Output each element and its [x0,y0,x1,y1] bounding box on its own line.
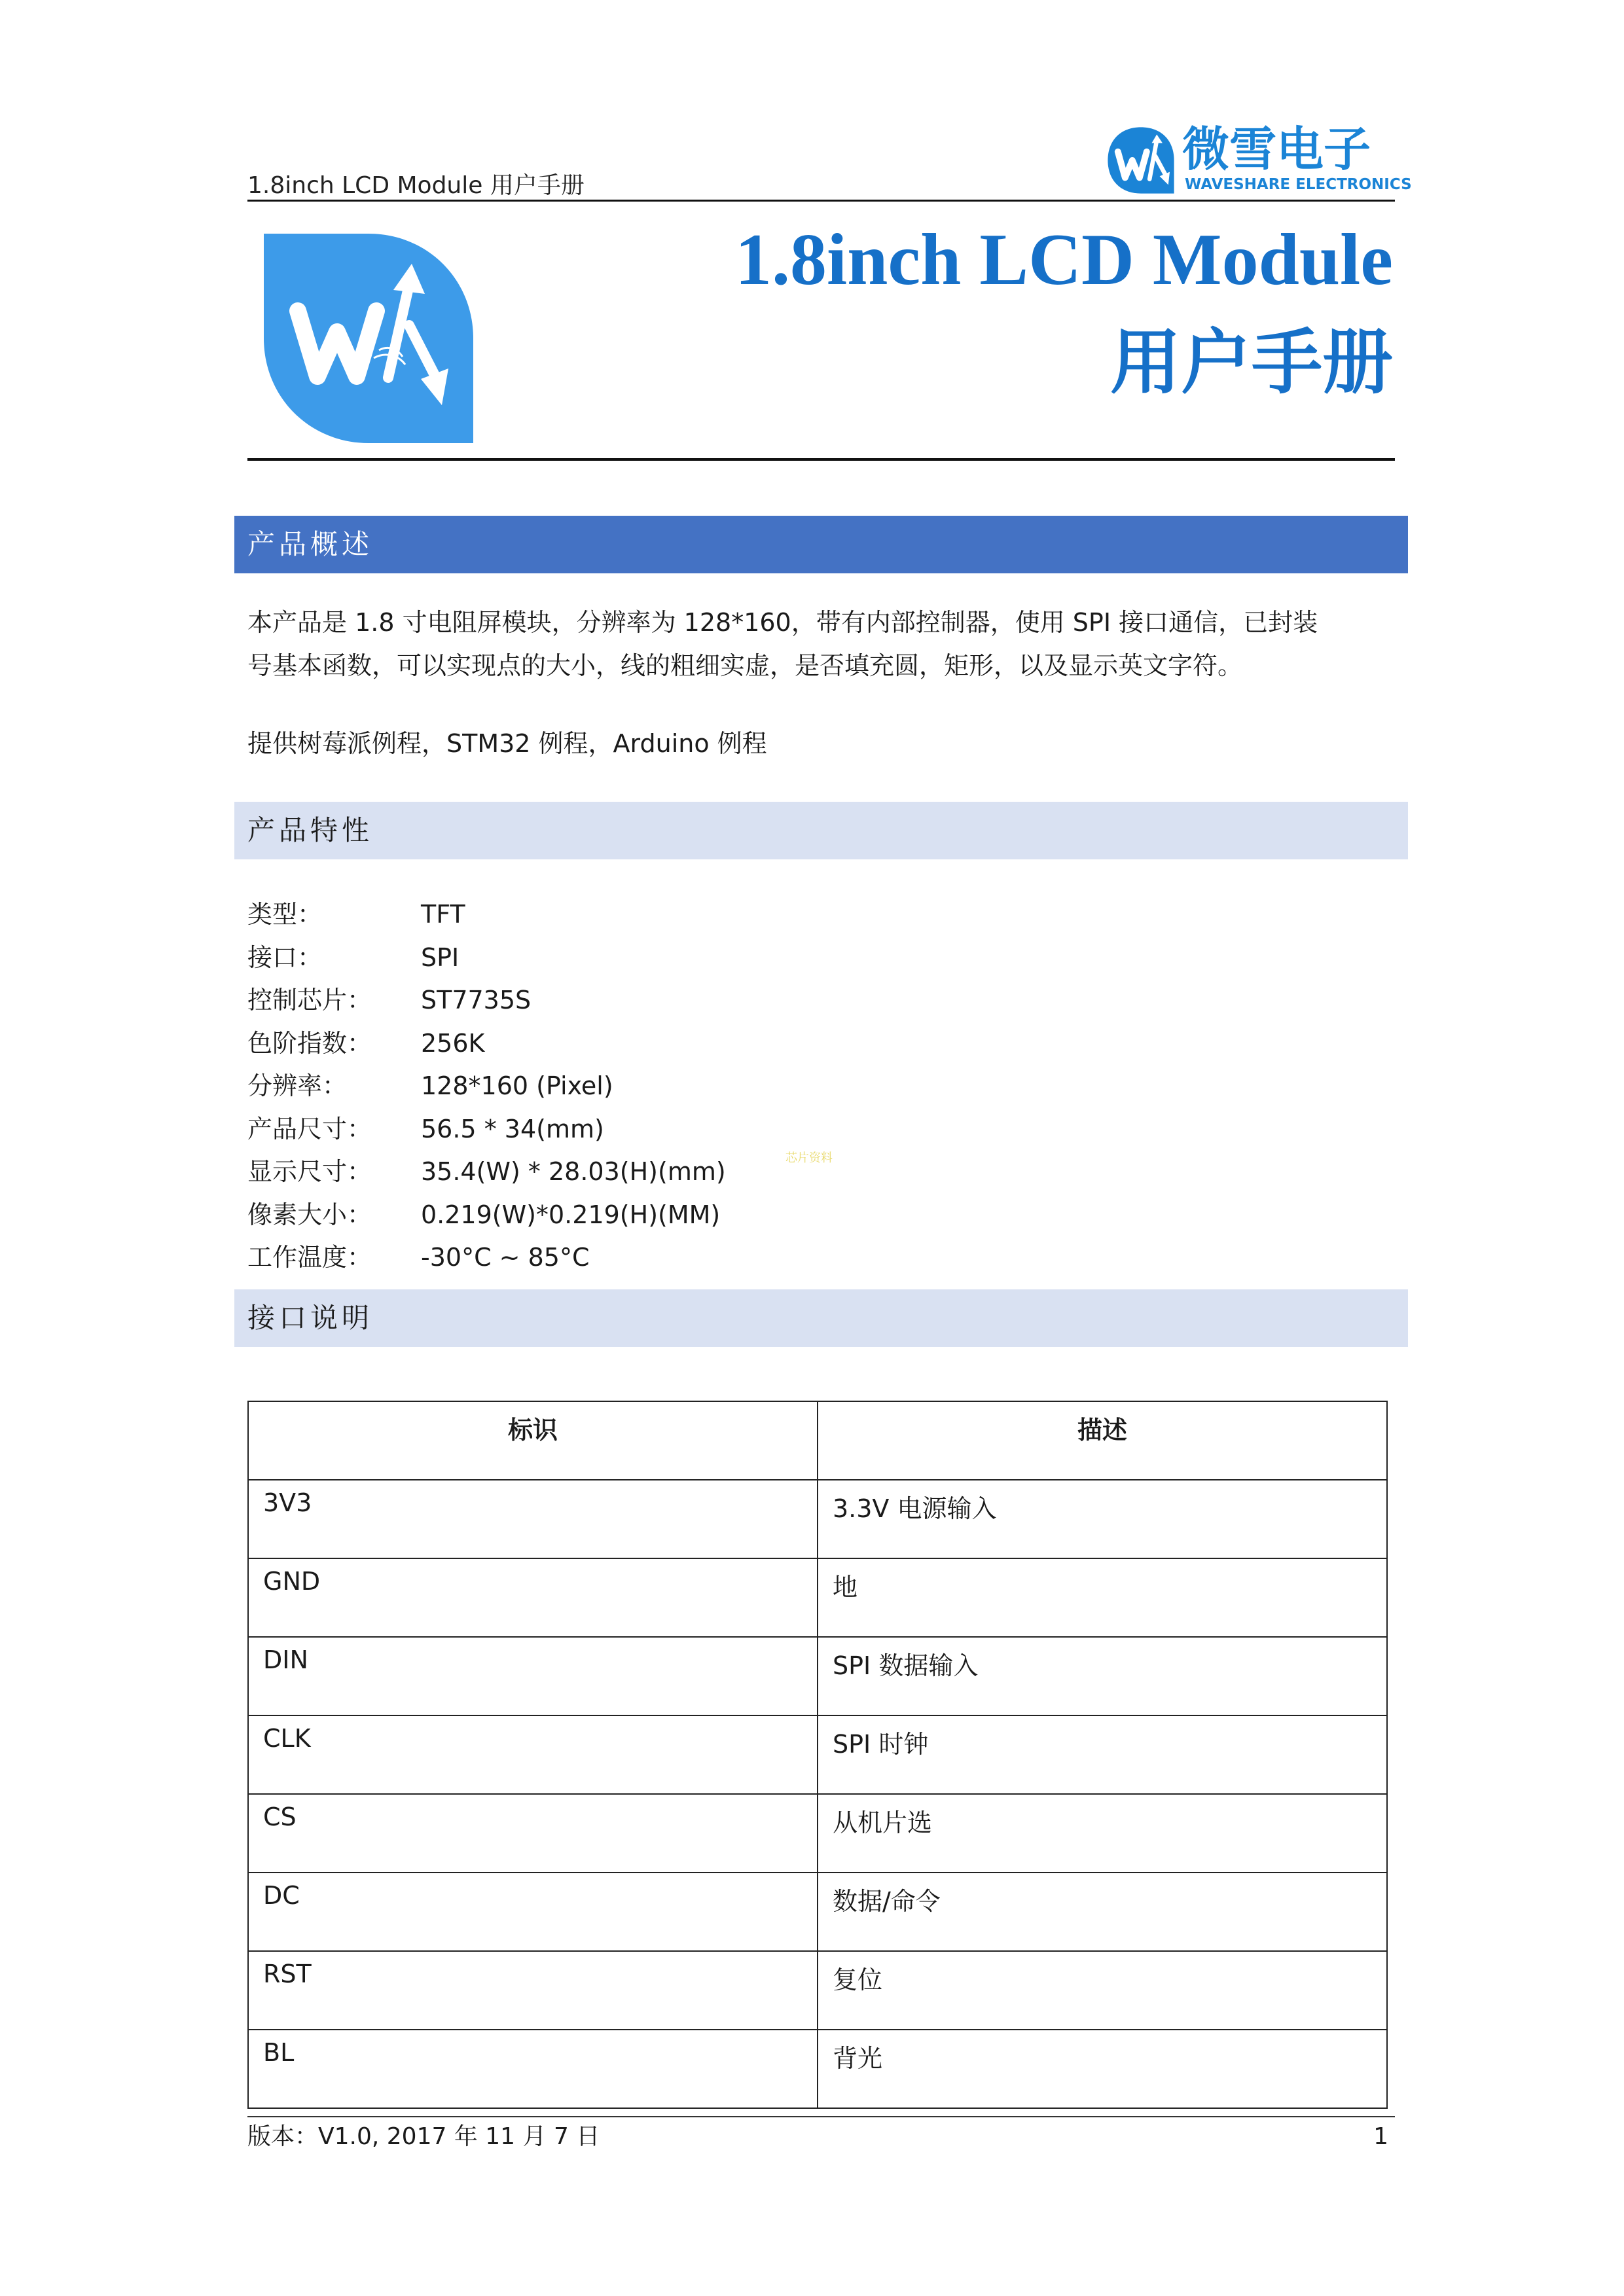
pin-name-cell: DC [248,1873,818,1951]
feature-item [247,1022,1164,1066]
table-row [248,1637,1387,1715]
header-divider [247,200,1395,202]
feature-value: 56.5 * 34(mm) [421,1114,604,1143]
feature-item [247,937,1164,980]
feature-label: 色阶指数： [247,1028,372,1058]
pin-name-cell: CS [248,1794,818,1873]
feature-item [247,1194,1164,1237]
pin-description-cell: SPI 时钟 [818,1715,1387,1794]
feature-label: 像素大小： [247,1200,372,1229]
waveshare-brand-logo [1105,121,1412,200]
pin-description-cell: 地 [818,1558,1387,1637]
feature-item [247,893,1164,937]
table-header-row [248,1401,1387,1480]
feature-value: 35.4(W) * 28.03(H)(mm) [421,1157,726,1186]
feature-value: -30°C ~ 85°C [421,1243,590,1272]
section-heading-overview: 产品概述 [234,516,1408,573]
feature-value: 128*160 (Pixel) [421,1071,613,1100]
feature-label: 类型： [247,900,323,929]
pin-description-cell: SPI 数据输入 [818,1637,1387,1715]
feature-item [247,1108,1164,1151]
waveshare-large-logo-icon [264,234,473,443]
pin-description-cell: 3.3V 电源输入 [818,1480,1387,1558]
feature-value: ST7735S [421,986,532,1014]
table-row [248,1873,1387,1951]
feature-label: 产品尺寸： [247,1114,372,1143]
feature-item [247,1236,1164,1280]
footer-divider [247,2116,1395,2117]
column-header-pin: 标识 [248,1401,818,1480]
pin-description-cell: 数据/命令 [818,1873,1387,1951]
footer-version: 版本：V1.0, 2017 年 11 月 7 日 [247,2123,600,2150]
feature-value: SPI [421,942,460,972]
feature-list [247,893,1164,1280]
section-heading-interface: 接口说明 [234,1289,1408,1347]
document-title: 1.8inch LCD Module [735,219,1393,300]
table-row [248,2030,1387,2108]
table-row [248,1715,1387,1794]
table-row [248,1558,1387,1637]
document-subtitle: 用户手册 [1110,322,1393,404]
pin-name-cell: CLK [248,1715,818,1794]
pin-name-cell: BL [248,2030,818,2108]
pin-name-cell: 3V3 [248,1480,818,1558]
pin-description-cell: 从机片选 [818,1794,1387,1873]
feature-value: TFT [421,900,465,929]
feature-label: 接口： [247,942,323,972]
feature-label: 控制芯片： [247,986,372,1014]
interface-table [247,1401,1388,2109]
running-header-title: 1.8inch LCD Module 用户手册 [247,172,585,199]
feature-label: 工作温度： [247,1243,372,1272]
feature-label: 显示尺寸： [247,1157,372,1186]
feature-value: 0.219(W)*0.219(H)(MM) [421,1200,721,1229]
overview-line-2: 号基本函数，可以实现点的大小，线的粗细实虚，是否填充圆，矩形，以及显示英文字符。 [247,651,1243,680]
title-divider [247,458,1395,461]
brand-name-cn: 微雪电子 [1182,122,1371,177]
watermark-text: 芯片资料 [785,1151,833,1165]
pin-name-cell: GND [248,1558,818,1637]
feature-item [247,979,1164,1022]
pin-name-cell: DIN [248,1637,818,1715]
table-row [248,1794,1387,1873]
pin-description-cell: 背光 [818,2030,1387,2108]
pin-description-cell: 复位 [818,1951,1387,2030]
pin-name-cell: RST [248,1951,818,2030]
table-row [248,1480,1387,1558]
overview-line-1: 本产品是 1.8 寸电阻屏模块，分辨率为 128*160，带有内部控制器，使用 SPI 接口通信，已封装 [247,608,1318,637]
waveshare-small-logo-icon [1105,124,1177,196]
feature-item [247,1151,1164,1194]
table-row [248,1951,1387,2030]
column-header-description: 描述 [818,1401,1387,1480]
page-number: 1 [1373,2123,1388,2150]
overview-paragraph [247,601,1399,687]
overview-examples-paragraph: 提供树莓派例程，STM32 例程，Arduino 例程 [247,729,767,758]
brand-name-en: WAVESHARE ELECTRONICS [1185,176,1412,193]
feature-label: 分辨率： [247,1071,348,1100]
feature-value: 256K [421,1028,485,1058]
section-heading-features: 产品特性 [234,802,1408,859]
feature-item [247,1065,1164,1108]
